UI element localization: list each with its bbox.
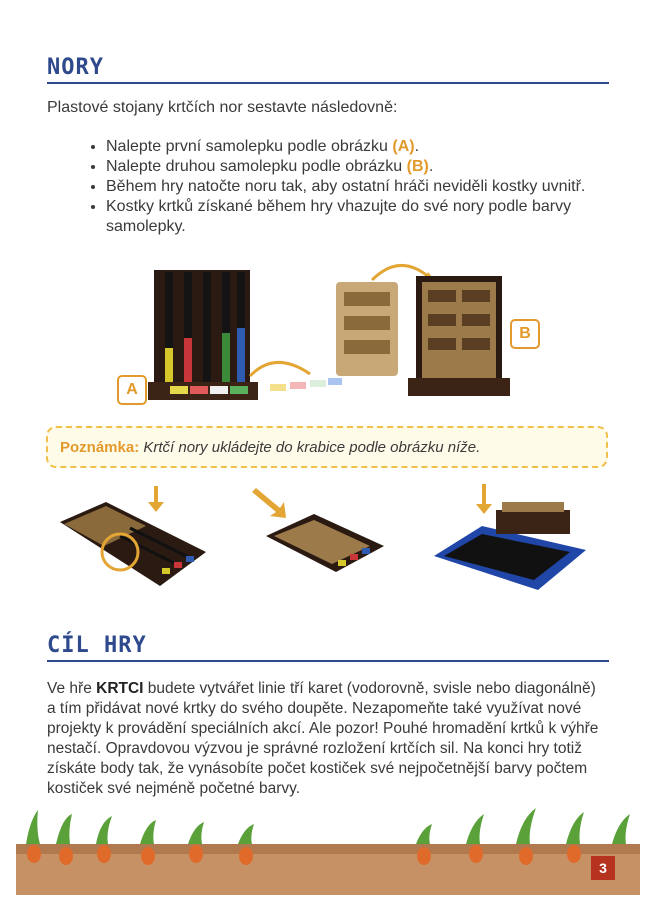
carrot-footer-decoration — [16, 800, 640, 895]
intro-text: Plastové stojany krtčích nor sestavte následovně: — [47, 99, 398, 116]
storage-step-2-image — [252, 488, 384, 572]
game-name: KRTCI — [96, 680, 144, 697]
label-b: B — [510, 319, 540, 349]
burrow-assembly-illustration — [110, 258, 550, 408]
page-number: 3 — [591, 856, 615, 880]
section-title-nory: NORY — [47, 55, 609, 84]
instruction-list — [88, 137, 626, 237]
note-text: Krtčí nory ukládejte do krabice podle obrázku níže. — [143, 439, 481, 456]
storage-step-3-image — [434, 484, 586, 590]
burrow-a-image — [148, 270, 342, 400]
note-box — [46, 426, 608, 468]
storage-step-1-image — [60, 486, 206, 586]
list-item: • Během hry natočte noru tak, aby ostatní hráči neviděli kostky uvnitř. — [106, 177, 626, 197]
storage-illustration — [50, 480, 610, 610]
label-a: A — [117, 375, 147, 405]
note-label: Poznámka: — [60, 439, 140, 456]
section-title-goal: CÍL HRY — [47, 633, 609, 662]
list-item: • Nalepte druhou samolepku podle obrázku (B). — [106, 157, 626, 177]
list-item: • Kostky krtků získané během hry vhazujte do své nory podle barvy samolepky. — [106, 197, 626, 237]
goal-paragraph: Ve hře KRTCI budete vytvářet linie tří karet (vodorovně, svisle nebo diagonálně) a tím přidávat nové krtky do svého doupěte. Nezapomeňte také využívat nové projekty k provádění speciálních akcí. Ale pozor! Pouhé hromadění krtků k výhře nestačí. Opravdovou výzvou je správné rozložení krtčích sil. Na konci hry totiž získáte body tak, že vynásobíte počet kostiček své nejpočetnější barvy počtem kostiček své nejméně početné barvy. — [47, 680, 599, 797]
burrow-b-image — [336, 265, 510, 396]
list-item: • Nalepte první samolepku podle obrázku (A). — [106, 137, 626, 157]
